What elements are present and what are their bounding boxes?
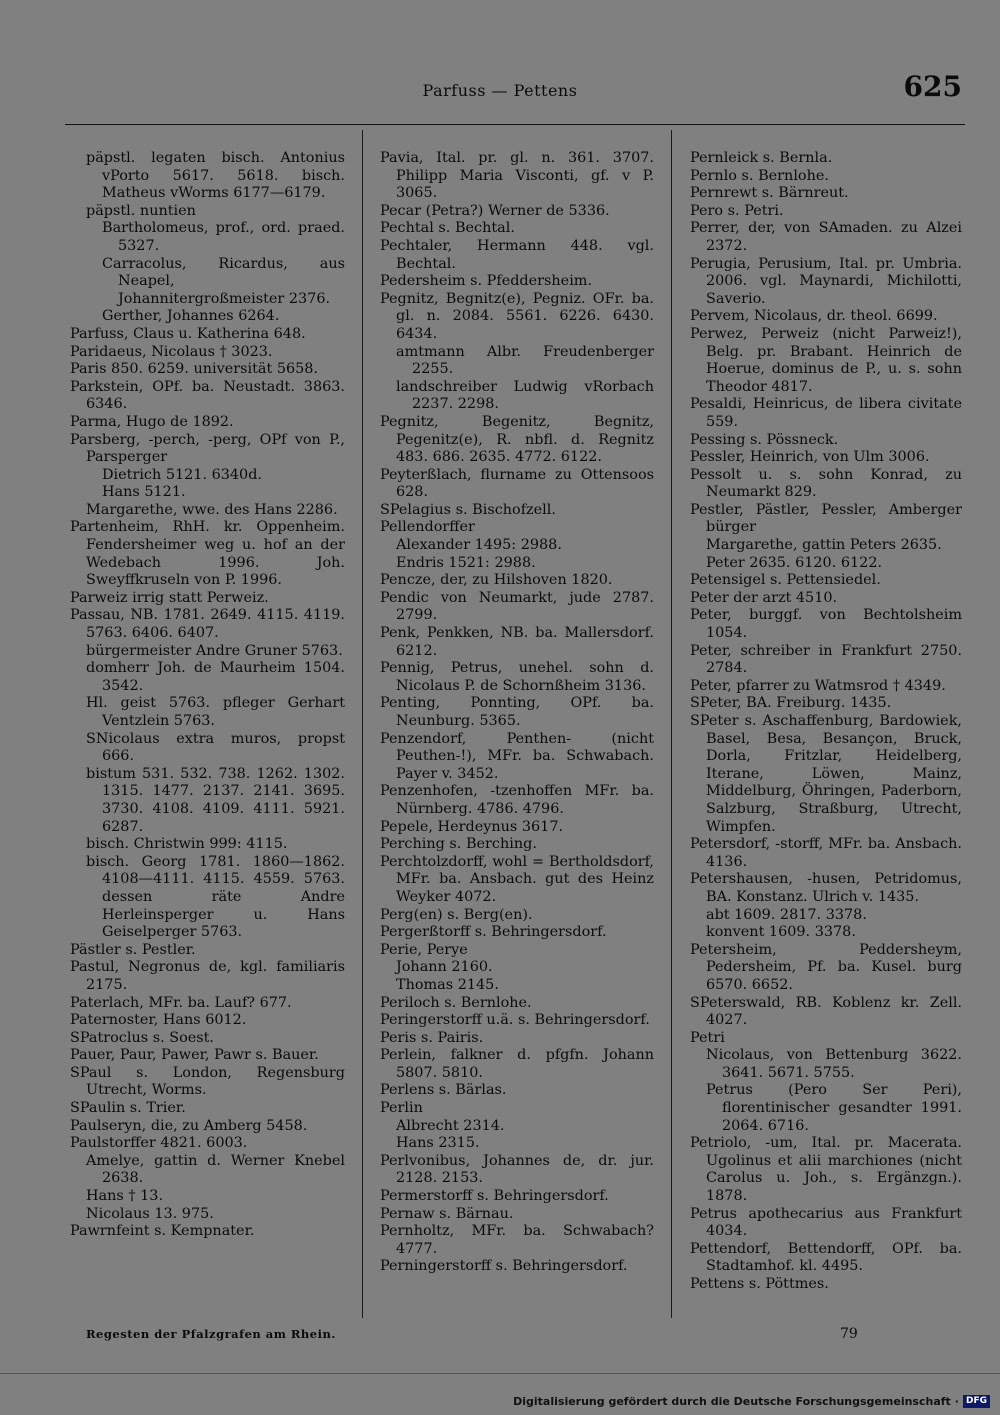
index-entry: Peter 2635. 6120. 6122. <box>706 554 883 571</box>
index-entry: Johann 2160. <box>396 959 493 976</box>
index-entry: Pernholtz, MFr. ba. Schwabach? 4777. <box>380 1223 654 1257</box>
index-entry: Thomas 2145. <box>396 976 499 993</box>
index-entry: Perg(en) s. Berg(en). <box>380 906 533 923</box>
index-entry: Petershausen, -husen, Petridomus, BA. Konstanz. Ulrich v. 1435. <box>690 871 962 905</box>
index-entry: Pero s. Petri. <box>690 202 784 219</box>
index-entry: Peringerstorff u.ä. s. Behringersdorf. <box>380 1012 650 1029</box>
index-entry: Pellendorffer <box>380 519 475 536</box>
index-entry: Nicolaus 13. 975. <box>86 1205 214 1222</box>
index-entry: SPaulin s. Trier. <box>70 1100 186 1117</box>
column-divider <box>671 130 672 1318</box>
index-entry: Perrer, der, von SAmaden. zu Alzei 2372. <box>690 220 962 254</box>
page-title: Parfuss — Pettens <box>422 81 578 100</box>
index-entry: Permerstorff s. Behringersdorf. <box>380 1188 609 1205</box>
index-entry: bürgermeister Andre Gruner 5763. <box>86 642 343 659</box>
funding-credit: Digitalisierung gefördert durch die Deutsche Forschungsgemeinschaft · DFG <box>513 1395 990 1408</box>
index-entry: Pervem, Nicolaus, dr. theol. 6699. <box>690 308 938 325</box>
index-entry: Paternoster, Hans 6012. <box>70 1012 247 1029</box>
index-entry: Penk, Penkken, NB. ba. Mallersdorf. 6212. <box>380 625 654 659</box>
index-entry: Perie, Perye <box>380 941 468 958</box>
index-entry: Penting, Ponnting, OPf. ba. Neunburg. 5365. <box>380 695 654 729</box>
dfg-logo: DFG <box>963 1395 990 1408</box>
index-entry: Albrecht 2314. <box>396 1117 505 1134</box>
index-entry: päpstl. nuntien <box>86 202 196 219</box>
index-entry: abt 1609. 2817. 3378. <box>706 906 867 923</box>
index-entry: Pernrewt s. Bärnreut. <box>690 185 849 202</box>
index-entry: Paulstorffer 4821. 6003. <box>70 1135 248 1152</box>
index-entry: Nicolaus, von Bettenburg 3622. 3641. 5671. 5755. <box>706 1047 962 1081</box>
index-entry: Margarethe, wwe. des Hans 2286. <box>86 501 338 518</box>
index-entry: Penzendorf, Penthen- (nicht Peuthen-!), MFr. ba. Schwabach. Payer v. 3452. <box>380 730 654 782</box>
index-entry: Pechtaler, Hermann 448. vgl. Bechtal. <box>380 237 654 272</box>
index-entry: Bartholomeus, prof., ord. praed. 5327. <box>102 220 345 254</box>
index-entry: päpstl. legaten bisch. Antonius vPorto 5617. 5618. bisch. Matheus vWorms 6177—6179. <box>86 150 345 202</box>
index-entry: Perchtolzdorff, wohl = Bertholdsdorf, MFr. ba. Ansbach. gut des Heinz Weyker 4072. <box>380 853 654 905</box>
index-entry: Perwez, Perweiz (nicht Parweiz!), Belg. pr. Brabant. Heinrich de Hoerue, dominus de P., u. s. sohn Theodor 4817. <box>690 325 962 395</box>
index-entry: Hans † 13. <box>86 1188 164 1205</box>
index-entry: Peter, pfarrer zu Watmsrod † 4349. <box>690 677 946 694</box>
index-entry: Hans 2315. <box>396 1135 480 1152</box>
index-entry: bistum 531. 532. 738. 1262. 1302. 1315. 1477. 2137. 2141. 3695. 3730. 4108. 4109. 4111. 5921. 6287. <box>86 765 345 835</box>
credit-text: Digitalisierung gefördert durch die Deutsche Forschungsgemeinschaft <box>513 1395 951 1408</box>
index-entry: SPeterswald, RB. Koblenz kr. Zell. 4027. <box>690 994 962 1029</box>
index-entry: Peter, schreiber in Frankfurt 2750. 2784. <box>690 642 962 677</box>
index-entry: Pessing s. Pössneck. <box>690 431 839 448</box>
index-entry: Parfuss, Claus u. Katherina 648. <box>70 325 306 342</box>
index-entry: Petensigel s. Pettensiedel. <box>690 572 881 589</box>
page-number: 625 <box>903 70 962 103</box>
index-entry: Pedersheim s. Pfeddersheim. <box>380 273 593 290</box>
index-entry: SPeter s. Aschaffenburg, Bardowiek, Basel, Besa, Besançon, Bruck, Dorla, Fritzlar, Heidelberg, Iterane, Löwen, Mainz, Middelburg, Öhringen, Paderborn, Salzburg, Straßburg, Utrecht, Wimpfen. <box>690 713 962 835</box>
index-column-1 <box>70 150 345 1322</box>
index-entry: Passau, NB. 1781. 2649. 4115. 4119. 5763. 6406. 6407. <box>70 607 345 642</box>
index-entry: Hans 5121. <box>102 484 186 501</box>
index-entry: Parsberg, -perch, -perg, OPf von P., Parsperger <box>70 431 345 466</box>
index-entry: Margarethe, gattin Peters 2635. <box>706 537 942 554</box>
index-entry: Dietrich 5121. 6340d. <box>102 466 263 483</box>
index-entry: SPatroclus s. Soest. <box>70 1029 215 1046</box>
footer-signature-number: 79 <box>840 1326 858 1342</box>
index-entry: Perlein, falkner d. pfgfn. Johann 5807. 5810. <box>380 1047 654 1081</box>
index-entry: Perlin <box>380 1100 423 1117</box>
index-entry: Pernaw s. Bärnau. <box>380 1205 514 1222</box>
index-entry: Periloch s. Bernlohe. <box>380 994 532 1011</box>
index-entry: Perningerstorff s. Behringersdorf. <box>380 1258 628 1275</box>
index-entry: Petrus apothecarius aus Frankfurt 4034. <box>690 1205 962 1240</box>
index-entry: Peris s. Pairis. <box>380 1029 484 1046</box>
index-entry: Petersheim, Peddersheym, Pedersheim, Pf. ba. Kusel. burg 6570. 6652. <box>690 941 962 993</box>
index-entry: SPelagius s. Bischofzell. <box>380 501 556 518</box>
index-entry: domherr Joh. de Maurheim 1504. 3542. <box>86 660 345 694</box>
index-column-3 <box>690 150 962 1322</box>
index-entry: Pergerßtorff s. Behringersdorf. <box>380 924 607 941</box>
index-entry: Peter der arzt 4510. <box>690 589 838 606</box>
index-entry: Perugia, Perusium, Ital. pr. Umbria. 2006. vgl. Maynardi, Michilotti, Saverio. <box>690 255 962 307</box>
index-entry: SPeter, BA. Freiburg. 1435. <box>690 695 892 712</box>
index-entry: Petersdorf, -storff, MFr. ba. Ansbach. 4136. <box>690 836 962 870</box>
index-entry: Pepele, Herdeynus 3617. <box>380 818 564 835</box>
index-entry: Peter, burggf. von Bechtolsheim 1054. <box>690 607 962 642</box>
index-entry: bisch. Christwin 999: 4115. <box>86 836 288 853</box>
index-entry: Alexander 1495: 2988. <box>396 537 562 554</box>
index-entry: Carracolus, Ricardus, aus Neapel, Johannitergroßmeister 2376. <box>102 255 345 307</box>
index-entry: Pesaldi, Heinricus, de libera civitate 559. <box>690 396 962 430</box>
index-entry: Pettendorf, Bettendorff, OPf. ba. Stadtamhof. kl. 4495. <box>690 1240 962 1275</box>
index-entry: Pessolt u. s. sohn Konrad, zu Neumarkt 829. <box>690 466 962 501</box>
index-entry: Pawrnfeint s. Kempnater. <box>70 1223 255 1240</box>
index-entry: Pernlo s. Bernlohe. <box>690 167 829 184</box>
index-entry: Pendic von Neumarkt, jude 2787. 2799. <box>380 589 654 624</box>
index-entry: Parkstein, OPf. ba. Neustadt. 3863. 6346. <box>70 378 345 413</box>
index-entry: Perlvonibus, Johannes de, dr. jur. 2128. 2153. <box>380 1152 654 1187</box>
index-entry: Pennig, Petrus, unehel. sohn d. Nicolaus P. de Schornßheim 3136. <box>380 660 654 694</box>
index-entry: Perching s. Berching. <box>380 836 537 853</box>
index-entry: Partenheim, RhH. kr. Oppenheim. Fendersheimer weg u. hof an der Wedebach 1996. Joh. Sweyffkruseln von P. 1996. <box>70 519 345 589</box>
index-entry: Perlens s. Bärlas. <box>380 1082 507 1099</box>
index-entry: Petriolo, -um, Ital. pr. Macerata. Ugolinus et alii marchiones (nicht Carolus u. Joh., s. Ergänzgn.). 1878. <box>690 1135 962 1205</box>
index-entry: Paris 850. 6259. universität 5658. <box>70 361 319 378</box>
index-entry: SPaul s. London, Regensburg Utrecht, Worms. <box>70 1064 345 1099</box>
index-entry: Penzenhofen, -tzenhoffen MFr. ba. Nürnberg. 4786. 4796. <box>380 783 654 817</box>
credit-divider <box>0 1373 1000 1374</box>
index-entry: Pernleick s. Bernla. <box>690 150 833 166</box>
index-entry: Pessler, Heinrich, von Ulm 3006. <box>690 449 930 466</box>
column-divider <box>362 130 363 1318</box>
index-entry: Pettens s. Pöttmes. <box>690 1276 829 1292</box>
index-entry: Paridaeus, Nicolaus † 3023. <box>70 343 273 360</box>
index-entry: Peyterßlach, flurname zu Ottensoos 628. <box>380 466 654 501</box>
index-entry: Pecar (Petra?) Werner de 5336. <box>380 202 610 219</box>
index-entry: Gerther, Johannes 6264. <box>102 308 280 325</box>
index-entry: Petri <box>690 1029 725 1046</box>
index-entry: Paterlach, MFr. ba. Lauf? 677. <box>70 994 292 1011</box>
index-entry: Pestler, Pästler, Pessler, Amberger bürger <box>690 501 962 536</box>
footer-series-title: Regesten der Pfalzgrafen am Rhein. <box>86 1327 336 1341</box>
index-entry: Endris 1521: 2988. <box>396 554 536 571</box>
index-entry: Pauer, Paur, Pawer, Pawr s. Bauer. <box>70 1047 319 1064</box>
index-entry: SNicolaus extra muros, propst 666. <box>86 730 345 765</box>
index-entry: Paulseryn, die, zu Amberg 5458. <box>70 1117 308 1134</box>
index-entry: Pavia, Ital. pr. gl. n. 361. 3707. Philipp Maria Visconti, gf. v P. 3065. <box>380 150 654 202</box>
index-entry: amtmann Albr. Freudenberger 2255. <box>396 343 654 378</box>
index-entry: konvent 1609. 3378. <box>706 924 856 941</box>
index-entry: Pastul, Negronus de, kgl. familiaris 2175. <box>70 959 345 993</box>
index-entry: Pegnitz, Begenitz, Begnitz, Pegenitz(e), R. nbfl. d. Regnitz 483. 686. 2635. 4772. 6122. <box>380 413 654 466</box>
index-entry: Pencze, der, zu Hilshoven 1820. <box>380 572 613 589</box>
index-entry: Petrus (Pero Ser Peri), florentinischer gesandter 1991. 2064. 6716. <box>706 1082 962 1134</box>
index-entry: bisch. Georg 1781. 1860—1862. 4108—4111. 4115. 4559. 5763. dessen räte Andre Herleinsperger u. Hans Geiselperger 5763. <box>86 853 345 941</box>
index-entry: Parma, Hugo de 1892. <box>70 413 234 430</box>
index-entry: Pästler s. Pestler. <box>70 941 196 958</box>
header-rule <box>65 124 965 125</box>
index-entry: Amelye, gattin d. Werner Knebel 2638. <box>86 1152 345 1187</box>
index-entry: Pegnitz, Begnitz(e), Pegniz. OFr. ba. gl. n. 2084. 5561. 6226. 6430. 6434. <box>380 290 654 342</box>
index-column-2 <box>380 150 654 1322</box>
index-entry: Parweiz irrig statt Perweiz. <box>70 589 269 606</box>
index-entry: Hl. geist 5763. pfleger Gerhart Ventzlein 5763. <box>86 695 345 729</box>
index-entry: landschreiber Ludwig vRorbach 2237. 2298. <box>396 378 654 413</box>
index-entry: Pechtal s. Bechtal. <box>380 220 515 237</box>
